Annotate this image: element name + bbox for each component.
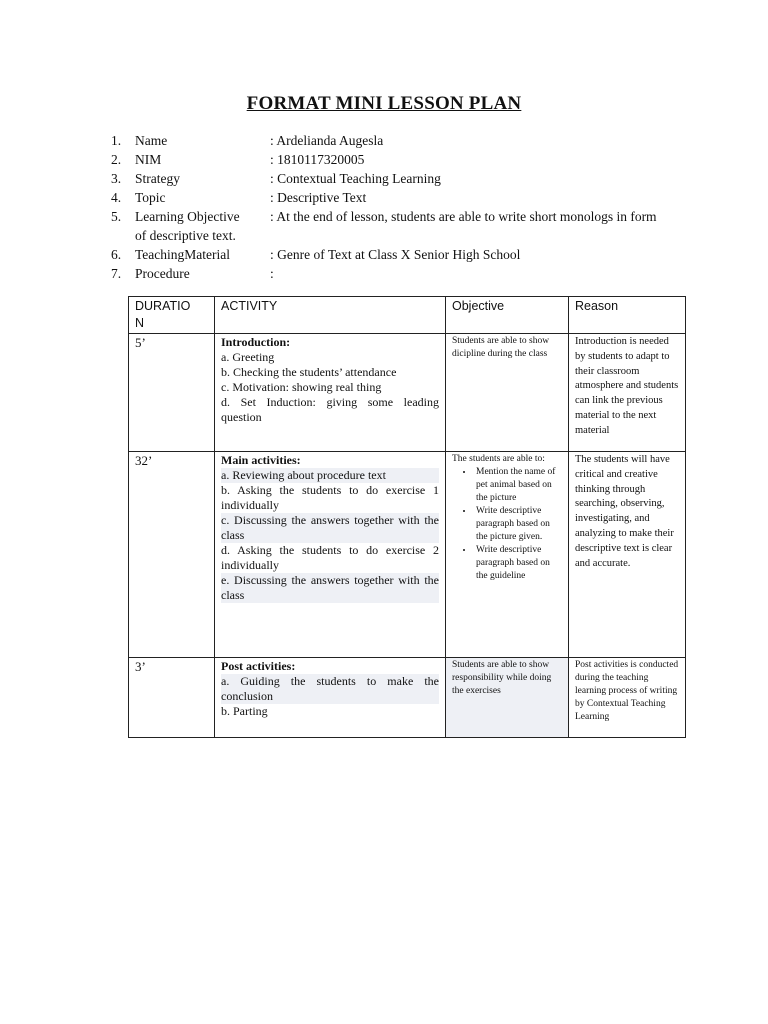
header-objective: Objective xyxy=(446,297,569,334)
activity-item: d. Set Induction: giving some leading question xyxy=(221,395,439,424)
info-label: Strategy xyxy=(135,171,180,186)
info-label: Learning Objective xyxy=(135,209,240,224)
info-row-strategy xyxy=(111,169,701,188)
objective-bullet: • Mention the name of pet animal based on the picture xyxy=(474,466,562,505)
objective-intro: The students are able to: xyxy=(452,454,545,464)
table-row xyxy=(129,334,686,452)
document-title: FORMAT MINI LESSON PLAN xyxy=(246,93,522,114)
info-value-continuation: of descriptive text. xyxy=(135,228,236,243)
reason-cell: Introduction is needed by students to adapt to their classroom atmosphere and students can link the previous material to the next material xyxy=(569,334,686,452)
table-row xyxy=(129,452,686,658)
activity-heading: Main activities: xyxy=(221,453,301,467)
objective-bullet: • Write descriptive paragraph based on the picture given. xyxy=(474,505,562,544)
activity-cell xyxy=(215,452,446,658)
info-value: : Genre of Text at Class X Senior High School xyxy=(270,247,521,262)
activity-item: b. Parting xyxy=(221,704,268,718)
header-activity: ACTIVITY xyxy=(215,297,446,334)
activity-item: a. Guiding the students to make the conclusion xyxy=(221,674,439,703)
info-number: 5. xyxy=(111,209,122,224)
activity-item: d. Asking the students to do exercise 2 individually xyxy=(221,543,439,572)
activity-item: e. Discussing the answers together with the class xyxy=(221,573,439,602)
info-number: 3. xyxy=(111,171,122,186)
info-number: 1. xyxy=(111,133,122,148)
info-number: 4. xyxy=(111,190,122,205)
activity-item: a. Reviewing about procedure text xyxy=(221,468,439,483)
info-row-nim xyxy=(111,150,701,169)
info-value: : Descriptive Text xyxy=(270,190,367,205)
info-row-name xyxy=(111,131,701,150)
info-value: : Ardelianda Augesla xyxy=(270,133,384,148)
activity-cell xyxy=(215,658,446,738)
header-reason: Reason xyxy=(569,297,686,334)
info-number: 6. xyxy=(111,247,122,262)
activity-item: b. Checking the students’ attendance xyxy=(221,365,397,379)
duration-cell: 3’ xyxy=(129,658,215,738)
info-value: : 1810117320005 xyxy=(270,152,365,167)
objective-bullet-list xyxy=(452,466,562,583)
info-value: : Contextual Teaching Learning xyxy=(270,171,441,186)
header-duration-line2: N xyxy=(135,316,145,330)
info-label: NIM xyxy=(135,152,162,167)
header-duration-line1: DURATIO xyxy=(135,299,191,313)
info-list xyxy=(111,131,701,283)
objective-cell: Students are able to show responsibility while doing the exercises xyxy=(446,658,569,738)
activity-item: c. Motivation: showing real thing xyxy=(221,380,382,394)
info-label: Topic xyxy=(135,190,166,205)
activity-item: c. Discussing the answers together with the class xyxy=(221,513,439,542)
info-row-teaching-material xyxy=(111,245,701,264)
activity-item: b. Asking the students to do exercise 1 individually xyxy=(221,483,439,512)
info-number: 7. xyxy=(111,266,122,281)
table-row xyxy=(129,658,686,738)
info-label: Procedure xyxy=(135,266,190,281)
objective-bullet: • Write descriptive paragraph based on the guideline xyxy=(474,544,562,583)
procedure-table xyxy=(128,296,686,738)
objective-cell: Students are able to show dicipline during the class xyxy=(446,334,569,452)
reason-cell: The students will have critical and creative thinking through searching, observing, investigating, and analyzing to make their descriptive text is clear and accurate. xyxy=(569,452,686,658)
header-duration xyxy=(129,297,215,334)
activity-heading: Introduction: xyxy=(221,335,291,349)
info-row-procedure xyxy=(111,264,701,283)
activity-item: a. Greeting xyxy=(221,350,275,364)
info-row-learning-objective xyxy=(111,207,701,245)
reason-cell: Post activities is conducted during the teaching learning process of writing by Contextual Teaching Learning xyxy=(569,658,686,738)
info-value: : At the end of lesson, students are able to write short monologs in form xyxy=(270,209,657,224)
info-label: TeachingMaterial xyxy=(135,247,231,262)
info-value: : xyxy=(270,266,274,281)
activity-cell xyxy=(215,334,446,452)
duration-cell: 5’ xyxy=(129,334,215,452)
info-number: 2. xyxy=(111,152,122,167)
objective-cell xyxy=(446,452,569,658)
table-header-row xyxy=(129,297,686,334)
duration-cell: 32’ xyxy=(129,452,215,658)
info-row-topic xyxy=(111,188,701,207)
activity-heading: Post activities: xyxy=(221,659,296,673)
info-label: Name xyxy=(135,133,168,148)
